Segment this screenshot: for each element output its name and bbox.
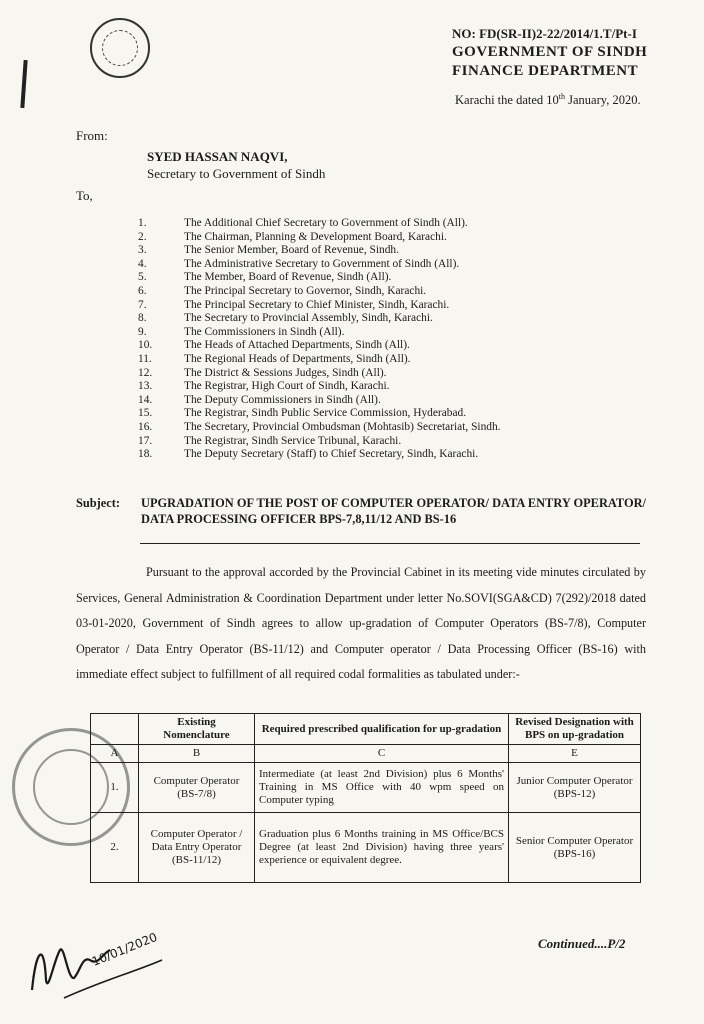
table-row xyxy=(91,763,641,813)
table-cell: E xyxy=(509,745,641,763)
table-cell: C xyxy=(255,745,509,763)
to-label: To, xyxy=(76,188,93,203)
list-item: 1. The Additional Chief Secretary to Government of Sindh (All). xyxy=(138,217,468,229)
subject-text: UPGRADATION OF THE POST OF COMPUTER OPERATOR/ DATA ENTRY OPERATOR/ DATA PROCESSING OFFICER BPS-7,8,11/12 AND BS-16 xyxy=(141,496,646,526)
list-item: 6. The Principal Secretary to Governor, Sindh, Karachi. xyxy=(138,284,427,297)
table-cell: A xyxy=(91,745,139,763)
list-item: 13. The Registrar, High Court of Sindh, Karachi. xyxy=(138,380,390,393)
handwritten-signature xyxy=(24,920,174,1000)
body-paragraph: Pursuant to the approval accorded by the Provincial Cabinet in its meeting vide minutes circulated by Services, General Administration & Coordination Department under letter No.SOVI(SGA&CD) 7(292)/2018 dated 03-01-2020, Government of Sindh agrees to allow up-gradation of Computer Operators (BS-7/8), Computer Operator / Data Entry Operator (BS-11/12) and Computer operator / Data Processing Officer (BS-16) with immediate effect subject to fulfillment of all required codal formalities as tabulated under:- xyxy=(76,565,646,682)
margin-pen-mark xyxy=(20,60,27,108)
recipient-list xyxy=(138,217,658,462)
list-item: 7. The Principal Secretary to Chief Minister, Sindh, Karachi. xyxy=(138,298,450,311)
subject-underline xyxy=(140,543,640,544)
upgradation-table-wrap xyxy=(90,713,641,883)
table-cell: Computer Operator (BS-7/8) xyxy=(139,763,255,813)
signature-date: 10/01/2020 xyxy=(89,929,160,969)
table-cell: Computer Operator / Data Entry Operator (BS-11/12) xyxy=(139,813,255,883)
table-row xyxy=(91,813,641,883)
department-title: FINANCE DEPARTMENT xyxy=(452,63,639,79)
table-cell: Senior Computer Operator (BPS-16) xyxy=(509,813,641,883)
sender-designation: Secretary to Government of Sindh xyxy=(147,166,326,181)
table-cell: Junior Computer Operator (BPS-12) xyxy=(509,763,641,813)
list-item: 16. The Secretary, Provincial Ombudsman (Mohtasib) Secretariat, Sindh. xyxy=(138,420,501,433)
list-item: 12. The District & Sessions Judges, Sindh (All). xyxy=(138,366,387,379)
table-header-cell xyxy=(91,714,139,745)
list-item: 2. The Chairman, Planning & Development Board, Karachi. xyxy=(138,230,447,243)
list-item: 5. The Member, Board of Revenue, Sindh (All). xyxy=(138,271,392,284)
list-item: 9. The Commissioners in Sindh (All). xyxy=(138,325,345,338)
list-item: 3. The Senior Member, Board of Revenue, Sindh. xyxy=(138,244,399,257)
list-item: 18. The Deputy Secretary (Staff) to Chief Secretary, Sindh, Karachi. xyxy=(138,448,479,461)
list-item: 11. The Regional Heads of Departments, Sindh (All). xyxy=(138,352,411,365)
list-item: 14. The Deputy Commissioners in Sindh (All). xyxy=(138,393,381,406)
table-letter-row xyxy=(91,745,641,763)
table-cell: 1. xyxy=(91,763,139,813)
government-seal-logo xyxy=(90,18,150,78)
list-item: 17. The Registrar, Sindh Service Tribunal, Karachi. xyxy=(138,434,402,447)
table-cell: 2. xyxy=(91,813,139,883)
sender-name: SYED HASSAN NAQVI, xyxy=(147,149,288,164)
list-item: 15. The Registrar, Sindh Public Service Commission, Hyderabad. xyxy=(138,407,467,420)
table-header-row xyxy=(91,714,641,745)
table-header-cell: Existing Nomenclature xyxy=(139,714,255,745)
list-item: 4. The Administrative Secretary to Government of Sindh (All). xyxy=(138,257,460,270)
table-header-cell: Required prescribed qualification for up-gradation xyxy=(255,714,509,745)
table-header-cell: Revised Designation with BPS on up-gradation xyxy=(509,714,641,745)
upgradation-table xyxy=(90,713,641,883)
sender-block xyxy=(147,148,325,182)
government-title: GOVERNMENT OF SINDH xyxy=(452,44,648,60)
table-cell: Graduation plus 6 Months training in MS Office/BCS Degree (at least 2nd Division) having three years' experience or equivalent degree. xyxy=(255,813,509,883)
from-label: From: xyxy=(76,128,108,143)
letter-header xyxy=(452,24,692,81)
continued-note: Continued....P/2 xyxy=(538,936,626,951)
subject-label: Subject: xyxy=(76,496,121,510)
reference-number: NO: FD(SR-II)2-22/2014/1.T/Pt-I xyxy=(452,26,637,41)
list-item: 8. The Secretary to Provincial Assembly, Sindh, Karachi. xyxy=(138,312,433,325)
table-cell: B xyxy=(139,745,255,763)
list-item: 10. The Heads of Attached Departments, Sindh (All). xyxy=(138,339,410,352)
table-cell: Intermediate (at least 2nd Division) plus 6 Months' Training in MS Office with 40 wpm speed on Computer typing xyxy=(255,763,509,813)
letter-date: Karachi the dated 10th January, 2020. xyxy=(455,92,641,108)
